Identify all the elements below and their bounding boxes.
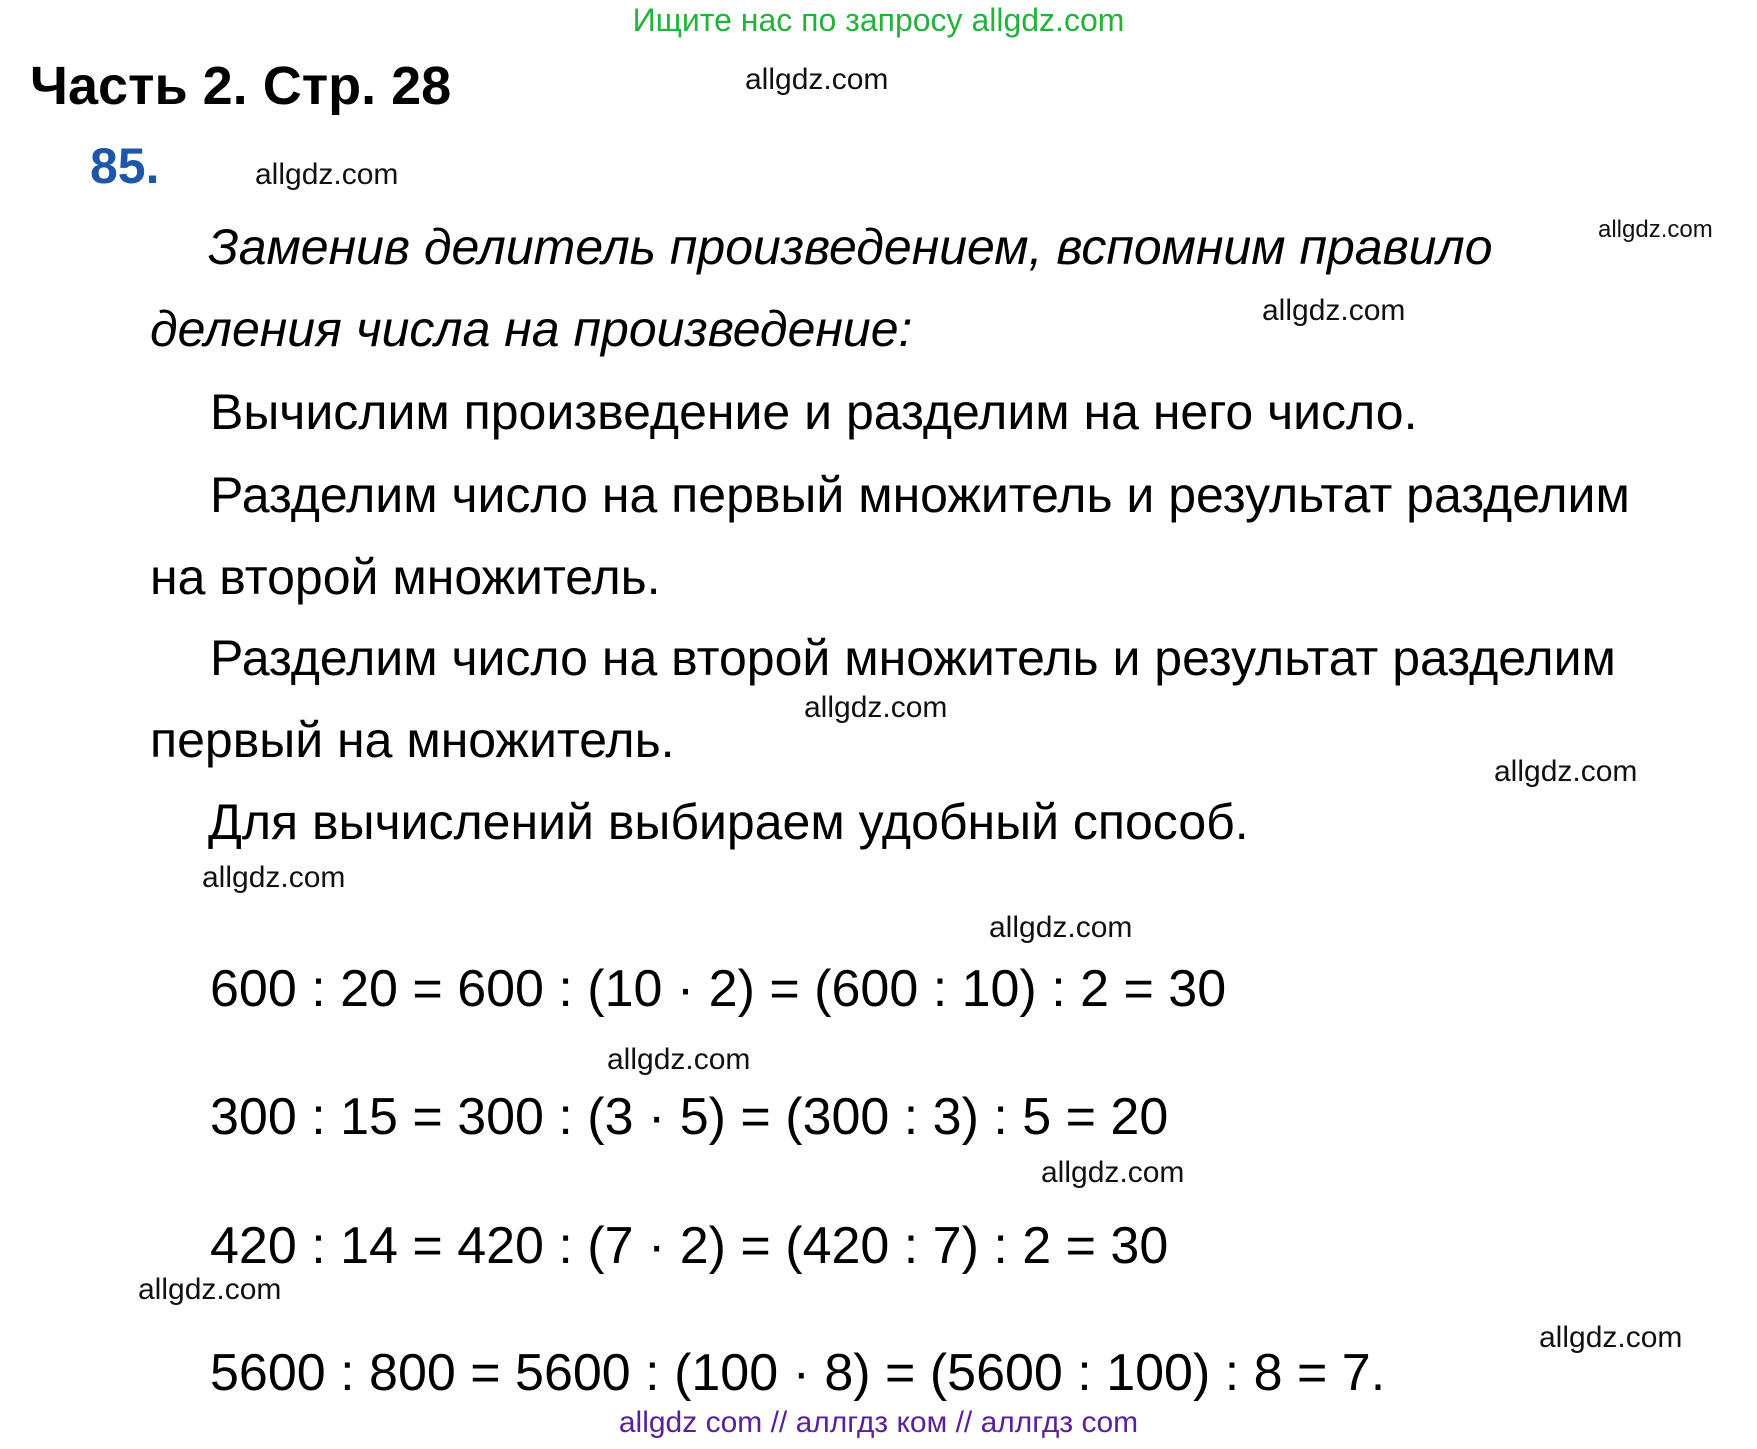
footer-watermark: allgdz com // аллгдз ком // аллгдз com	[618, 1406, 1139, 1439]
conclusion: Для вычислений выбираем удобный способ.	[208, 794, 1249, 850]
equation-1: 600 : 20 = 600 : (10 · 2) = (600 : 10) : 2 = 30	[210, 960, 1227, 1018]
equation-2: 300 : 15 = 300 : (3 · 5) = (300 : 3) : 5 = 20	[210, 1088, 1169, 1146]
equation-4: 5600 : 800 = 5600 : (100 · 8) = (5600 : 100) : 8 = 7.	[210, 1344, 1386, 1402]
watermark: allgdz.com	[607, 1043, 751, 1076]
method-2-line-1: Разделим число на первый множитель и результат разделим	[210, 467, 1630, 523]
method-2-line-2: на второй множитель.	[150, 549, 661, 605]
watermark: allgdz.com	[1494, 755, 1638, 788]
method-3-line-2: первый на множитель.	[150, 712, 675, 768]
watermark: allgdz.com	[989, 911, 1133, 944]
watermark: allgdz.com	[745, 63, 889, 96]
rule-line-1: Заменив делитель произведением, вспомним правило	[208, 219, 1493, 275]
method-3-line-1: Разделим число на второй множитель и результат разделим	[210, 630, 1616, 686]
top-banner: Ищите нас по запросу allgdz.com	[632, 2, 1125, 38]
equation-3: 420 : 14 = 420 : (7 · 2) = (420 : 7) : 2 = 30	[210, 1217, 1169, 1275]
watermark: allgdz.com	[1539, 1321, 1683, 1354]
method-1: Вычислим произведение и разделим на него число.	[210, 384, 1418, 440]
watermark: allgdz.com	[255, 158, 399, 191]
page-title: Часть 2. Стр. 28	[30, 56, 452, 116]
watermark: allgdz.com	[1041, 1156, 1185, 1189]
watermark: allgdz.com	[804, 691, 948, 724]
watermark: allgdz.com	[202, 861, 346, 894]
watermark: allgdz.com	[1262, 294, 1406, 327]
task-number: 85.	[90, 138, 160, 194]
rule-line-2: деления числа на произведение:	[150, 301, 913, 357]
watermark: allgdz.com	[138, 1273, 282, 1306]
watermark: allgdz.com	[1598, 216, 1713, 243]
